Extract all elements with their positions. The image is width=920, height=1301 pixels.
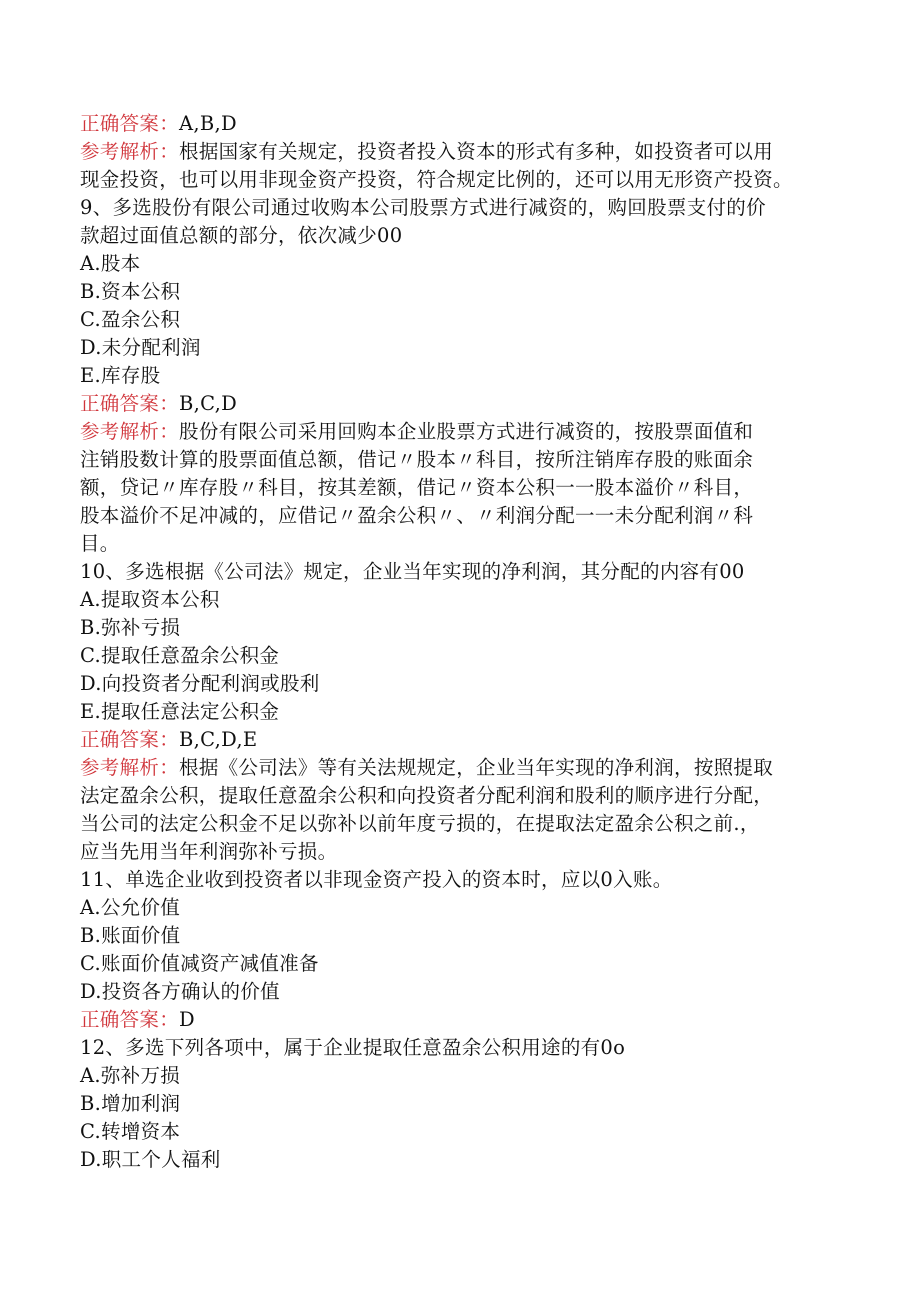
answer-label: 正确答案：: [80, 392, 180, 415]
answer-text: B,C,D: [179, 392, 238, 415]
analysis-label: 参考解析：: [80, 140, 180, 163]
analysis-text: 根据国家有关规定，投资者投入资本的形式有多种，如投资者可以用: [179, 140, 774, 163]
answer-text: B,C,D,E: [179, 728, 258, 751]
option-text: B.弥补亏损: [80, 616, 181, 639]
answer-line: [80, 110, 860, 138]
question-line: [80, 1034, 860, 1062]
option-text: B.增加利润: [80, 1092, 181, 1115]
option-text: A.股本: [80, 252, 141, 275]
option-line: [80, 1146, 860, 1174]
option-line: [80, 670, 860, 698]
analysis-line: [80, 754, 860, 782]
option-line: [80, 306, 860, 334]
answer-text: A,B,D: [179, 112, 237, 135]
text-line: [80, 166, 860, 194]
option-text: D.投资各方确认的价值: [80, 980, 280, 1003]
analysis-line: [80, 418, 860, 446]
option-text: C.转增资本: [80, 1120, 181, 1143]
text-text: 目。: [80, 532, 120, 555]
text-text: 当公司的法定公积金不足以弥补以前年度亏损的，在提取法定盈余公积之前.，: [80, 812, 760, 835]
option-text: C.盈余公积: [80, 308, 181, 331]
text-text: 额，贷记〃库存股〃科目，按其差额，借记〃资本公积一一股本溢价〃科目，: [80, 476, 754, 499]
option-line: [80, 978, 860, 1006]
option-text: B.账面价值: [80, 924, 181, 947]
answer-line: [80, 1006, 860, 1034]
option-text: D.职工个人福利: [80, 1148, 221, 1171]
option-line: [80, 1118, 860, 1146]
option-line: [80, 698, 860, 726]
answer-line: [80, 390, 860, 418]
option-text: A.提取资本公积: [80, 588, 220, 611]
document-body: [80, 110, 860, 1174]
text-line: [80, 782, 860, 810]
option-line: [80, 894, 860, 922]
answer-text: D: [179, 1008, 195, 1031]
option-text: C.提取任意盈余公积金: [80, 644, 280, 667]
question-line: [80, 558, 860, 586]
text-text: 款超过面值总额的部分，依次减少00: [80, 224, 403, 247]
analysis-text: 股份有限公司采用回购本企业股票方式进行减资的，按股票面值和: [179, 420, 754, 443]
analysis-line: [80, 138, 860, 166]
answer-label: 正确答案：: [80, 112, 180, 135]
text-line: [80, 838, 860, 866]
option-text: D.未分配利润: [80, 336, 201, 359]
text-text: 现金投资，也可以用非现金资产投资，符合规定比例的，还可以用无形资产投资。: [80, 168, 793, 191]
option-text: B.资本公积: [80, 280, 181, 303]
text-line: [80, 502, 860, 530]
text-line: [80, 222, 860, 250]
option-line: [80, 950, 860, 978]
text-line: [80, 810, 860, 838]
option-line: [80, 362, 860, 390]
answer-label: 正确答案：: [80, 1008, 180, 1031]
question-text: 11、单选企业收到投资者以非现金资产投入的资本时，应以0入账。: [80, 868, 673, 891]
analysis-label: 参考解析：: [80, 420, 180, 443]
option-line: [80, 922, 860, 950]
option-text: C.账面价值减资产减值准备: [80, 952, 319, 975]
option-line: [80, 1062, 860, 1090]
question-text: 12、多选下列各项中，属于企业提取任意盈余公积用途的有0o: [80, 1036, 626, 1059]
option-text: A.弥补万损: [80, 1064, 181, 1087]
option-text: E.提取任意法定公积金: [80, 700, 280, 723]
question-text: 9、多选股份有限公司通过收购本公司股票方式进行减资的，购回股票支付的价: [80, 196, 766, 219]
text-line: [80, 474, 860, 502]
answer-label: 正确答案：: [80, 728, 180, 751]
option-text: E.库存股: [80, 364, 161, 387]
question-line: [80, 194, 860, 222]
option-line: [80, 586, 860, 614]
text-text: 应当先用当年利润弥补亏损。: [80, 840, 338, 863]
question-text: 10、多选根据《公司法》规定，企业当年实现的净利润，其分配的内容有00: [80, 560, 745, 583]
text-text: 法定盈余公积，提取任意盈余公积和向投资者分配利润和股利的顺序进行分配，: [80, 784, 774, 807]
option-line: [80, 250, 860, 278]
option-line: [80, 334, 860, 362]
answer-line: [80, 726, 860, 754]
text-text: 股本溢价不足冲减的，应借记〃盈余公积〃、〃利润分配一一未分配利润〃科: [80, 504, 754, 527]
analysis-text: 根据《公司法》等有关法规规定，企业当年实现的净利润，按照提取: [179, 756, 774, 779]
option-text: D.向投资者分配利润或股利: [80, 672, 320, 695]
option-line: [80, 614, 860, 642]
option-line: [80, 1090, 860, 1118]
text-text: 注销股数计算的股票面值总额，借记〃股本〃科目，按所注销库存股的账面余: [80, 448, 754, 471]
option-line: [80, 278, 860, 306]
text-line: [80, 446, 860, 474]
option-text: A.公允价值: [80, 896, 181, 919]
option-line: [80, 642, 860, 670]
question-line: [80, 866, 860, 894]
text-line: [80, 530, 860, 558]
analysis-label: 参考解析：: [80, 756, 180, 779]
